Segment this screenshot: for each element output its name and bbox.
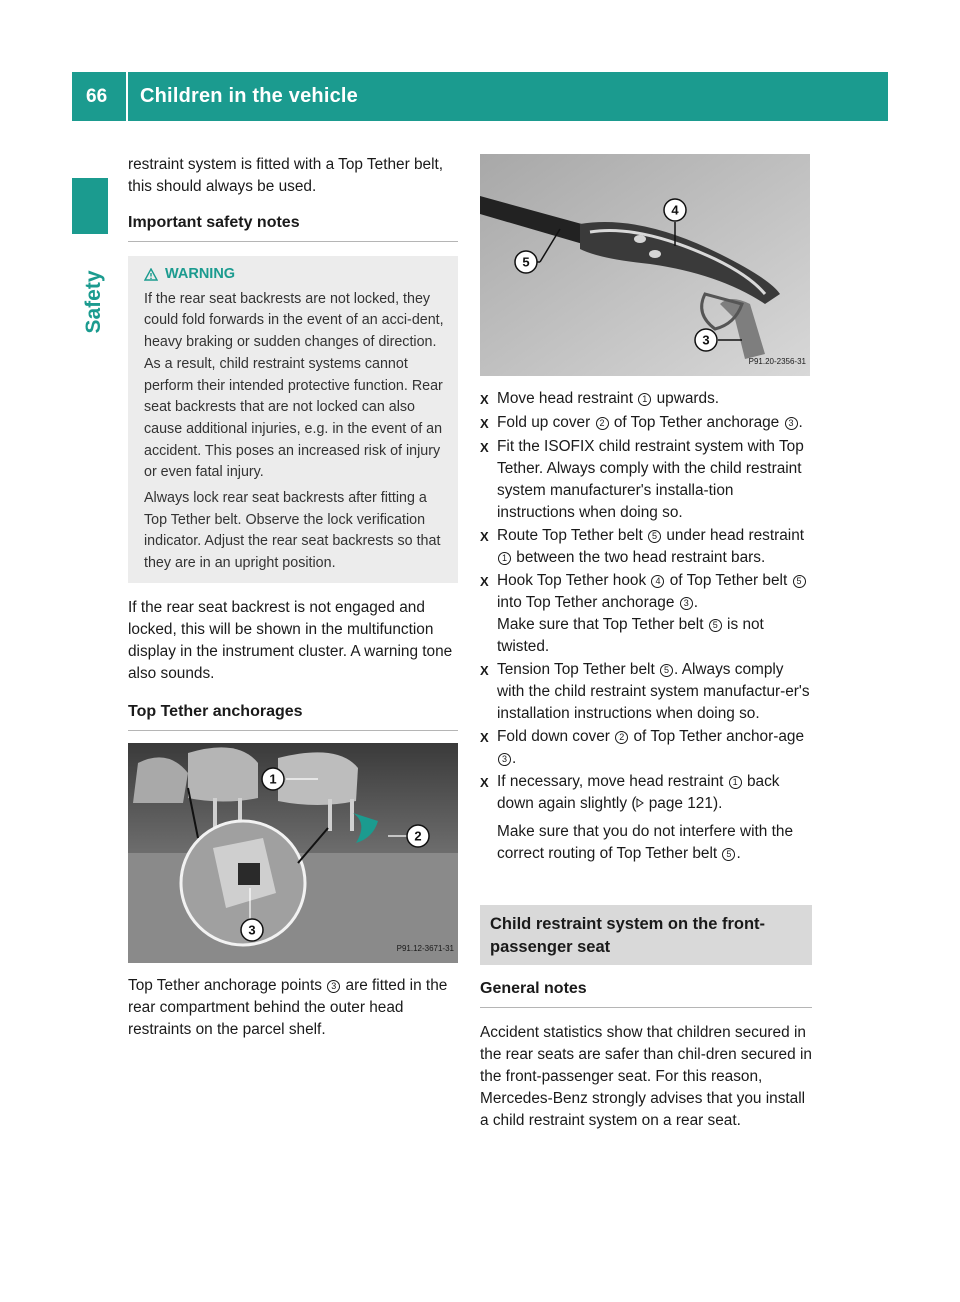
caption-text-1: Top Tether anchorage points xyxy=(128,976,322,994)
figure-label-5: 5 xyxy=(522,254,530,270)
anchorage-caption xyxy=(128,975,458,1041)
ref-circle: 4 xyxy=(651,575,664,588)
side-tab xyxy=(80,252,108,352)
ref-circle: 5 xyxy=(660,664,673,677)
step-marker-icon: X xyxy=(480,416,489,431)
step-item: X Hook Top Tether hook 4 of Top Tether belt 5 into Top Tether anchorage 3 . Make sure that Top Tether belt 5 is not twisted. xyxy=(480,570,812,658)
heading-general-notes: General notes xyxy=(480,978,812,1008)
ref-circle: 5 xyxy=(793,575,806,588)
left-column xyxy=(128,154,458,1047)
step-item: X Route Top Tether belt 5 under head restraint 1 between the two head restraint bars. xyxy=(480,525,812,569)
figure-label-4: 4 xyxy=(671,202,679,218)
step-marker-icon: X xyxy=(480,440,489,455)
warning-paragraph-1: If the rear seat backrests are not locked, they could fold forwards in the event of an acci-dent, heavy braking or sudden changes of direction. As a result, child restraint systems cannot perform their intended protective function. Rear seat backrests that are not locked can also cause additional injuries, e.g. in the event of an accident. This poses an increased risk of injury or even fatal injury. xyxy=(144,290,444,481)
section-title-front-passenger: Child restraint system on the front-passenger seat xyxy=(480,905,812,965)
step-marker-icon: X xyxy=(480,392,489,407)
figure-code: P91.12-3671-31 xyxy=(396,943,454,953)
rear-seat-illustration xyxy=(128,743,458,963)
side-tab-marker xyxy=(72,178,108,234)
warning-triangle-icon xyxy=(144,268,158,281)
right-column xyxy=(480,154,812,1138)
ref-circle: 5 xyxy=(722,848,735,861)
ref-circle: 5 xyxy=(648,530,661,543)
ref-circle: 1 xyxy=(638,393,651,406)
page-header xyxy=(72,72,888,121)
page-number: 66 xyxy=(86,85,108,107)
ref-circle: 3 xyxy=(785,417,798,430)
figure-label-3: 3 xyxy=(248,922,256,938)
top-tether-hook-illustration xyxy=(480,154,810,376)
step-note: Make sure that you do not interfere with the correct routing of Top Tether belt 5 . xyxy=(497,823,794,862)
figure-code: P91.20-2356-31 xyxy=(748,357,806,366)
step-item: X Tension Top Tether belt 5 . Always comply with the child restraint system manufactur-er's installation instructions when doing so. xyxy=(480,659,812,725)
ref-circle: 3 xyxy=(498,753,511,766)
step-note: Make sure that Top Tether belt 5 is not twisted. xyxy=(497,616,764,655)
intro-paragraph: restraint system is fitted with a Top Tether belt, this should always be used. xyxy=(128,156,444,195)
figure-label-2: 2 xyxy=(414,828,422,844)
step-marker-icon: X xyxy=(480,529,489,544)
figure-label-3b: 3 xyxy=(702,332,710,348)
ref-circle: 1 xyxy=(498,552,511,565)
caption-text-2: are fitted in the rear compartment behind the outer head restraints on the parcel shelf. xyxy=(128,976,448,1038)
warning-paragraph-2: Always lock rear seat backrests after fitting a Top Tether belt. Observe the lock verification indicator. Adjust the rear seat backrests so that they are in an upright position. xyxy=(144,490,441,572)
ref-circle: 1 xyxy=(729,776,742,789)
ref-circle: 3 xyxy=(680,597,693,610)
step-item: X Fit the ISOFIX child restraint system with Top Tether. Always comply with the child restraint system manufacturer's installa-tion instructions when doing so. xyxy=(480,436,812,524)
heading-top-tether-anchorages: Top Tether anchorages xyxy=(128,701,458,731)
figure-anchorages xyxy=(128,743,458,963)
step-item: X Move head restraint 1 upwards. xyxy=(480,388,812,411)
step-marker-icon: X xyxy=(480,663,489,678)
step-item: X If necessary, move head restraint 1 back down again slightly ( page 121). Make sure that you do not interfere with the correct routing of Top Tether belt 5 . xyxy=(480,771,812,865)
warning-title: WARNING xyxy=(165,266,236,282)
chapter-title: Children in the vehicle xyxy=(140,85,358,107)
ref-circle: 5 xyxy=(709,619,722,632)
instruction-steps xyxy=(480,388,812,865)
ref-circle: 3 xyxy=(327,980,340,993)
warning-heading xyxy=(136,264,450,286)
general-notes-paragraph: Accident statistics show that children secured in the rear seats are safer than chil-dren secured in the front-passenger seat. For this reason, Mercedes-Benz strongly advises that you install a child restraint system on a rear seat. xyxy=(480,1024,812,1129)
heading-important-safety-notes: Important safety notes xyxy=(128,212,458,242)
figure-top-tether xyxy=(480,154,810,376)
page-reference-link[interactable]: page 121 xyxy=(648,795,713,812)
warning-box xyxy=(128,256,458,583)
side-tab-label: Safety xyxy=(82,270,105,334)
step-marker-icon: X xyxy=(480,730,489,745)
figure-label-1: 1 xyxy=(269,771,277,787)
step-item: X Fold up cover 2 of Top Tether anchorage 3 . xyxy=(480,412,812,435)
ref-circle: 2 xyxy=(596,417,609,430)
step-marker-icon: X xyxy=(480,574,489,589)
backrest-paragraph: If the rear seat backrest is not engaged and locked, this will be shown in the multifunction display in the instrument cluster. A warning tone also sounds. xyxy=(128,598,453,682)
ref-circle: 2 xyxy=(615,731,628,744)
step-item: X Fold down cover 2 of Top Tether anchor-age 3 . xyxy=(480,726,812,770)
triangle-right-icon xyxy=(636,798,644,808)
step-marker-icon: X xyxy=(480,775,489,790)
